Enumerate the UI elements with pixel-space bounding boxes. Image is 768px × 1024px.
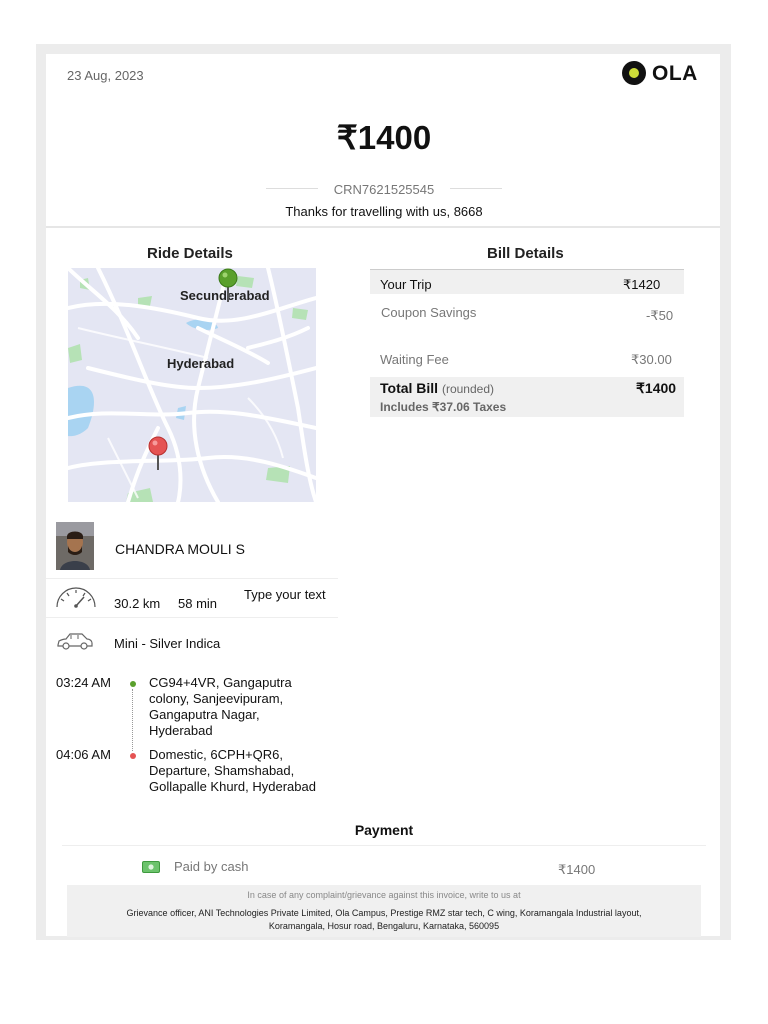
payment-method: Paid by cash bbox=[174, 859, 249, 874]
crn-number: CRN7621525545 bbox=[333, 182, 435, 197]
ola-logo bbox=[622, 60, 704, 90]
driver-name: CHANDRA MOULI S bbox=[115, 541, 245, 557]
map-label-hyderabad: Hyderabad bbox=[167, 356, 235, 371]
pickup-address: CG94+4VR, Gangaputra colony, Sanjeevipuram, Gangaputra Nagar, Hyderabad bbox=[149, 675, 292, 738]
cash-icon bbox=[142, 861, 160, 873]
trip-distance: 30.2 km bbox=[114, 596, 161, 611]
ride-details-title: Ride Details bbox=[147, 245, 233, 262]
taxes-note: Includes ₹37.06 Taxes bbox=[380, 400, 507, 414]
pickup-dot bbox=[130, 681, 136, 687]
payment-divider bbox=[62, 845, 706, 846]
payment-title: Payment bbox=[354, 822, 414, 838]
drop-address: Domestic, 6CPH+QR6, Departure, Shamshabad, Gollapalle Khurd, Hyderabad bbox=[149, 747, 316, 794]
total-amount: ₹1400 bbox=[336, 119, 432, 156]
route-map[interactable] bbox=[68, 268, 316, 502]
trip-duration: 58 min bbox=[178, 596, 218, 611]
waiting-fee-label: Waiting Fee bbox=[380, 352, 449, 367]
map-label-secunderabad: Secunderabad bbox=[180, 288, 270, 303]
coupon-value: -₹50 bbox=[646, 308, 674, 323]
car-icon bbox=[56, 631, 94, 651]
route-map-graphic bbox=[68, 268, 316, 502]
ola-logo-icon bbox=[622, 61, 646, 85]
coupon-label: Coupon Savings bbox=[381, 305, 477, 320]
bill-details-title: Bill Details bbox=[487, 245, 564, 262]
pickup-pin-icon bbox=[218, 268, 238, 302]
invoice-date: 23 Aug, 2023 bbox=[67, 68, 144, 83]
waiting-fee-value: ₹30.00 bbox=[631, 352, 672, 367]
drop-time: 04:06 AM bbox=[56, 747, 111, 762]
payment-amount: ₹1400 bbox=[558, 862, 596, 877]
route-connector bbox=[132, 689, 133, 751]
ola-logo-text: OLA bbox=[652, 62, 698, 85]
speedometer-icon bbox=[55, 585, 97, 609]
header-divider bbox=[46, 226, 720, 228]
ride-divider-1 bbox=[46, 578, 338, 579]
pickup-time: 03:24 AM bbox=[56, 675, 111, 690]
drop-pin-icon bbox=[148, 436, 168, 470]
grievance-intro: In case of any complaint/grievance against this invoice, write to us at bbox=[247, 890, 521, 900]
total-bill-label: Total Bill bbox=[380, 380, 439, 396]
grievance-address: Grievance officer, ANI Technologies Private Limited, Ola Campus, Prestige RMZ star tech, C wing, Koramangala Industrial layout, Koramangala, Hosur road, Bengaluru, Karnataka, 560095 bbox=[126, 908, 642, 931]
ride-divider-2 bbox=[46, 617, 338, 618]
bill-row-trip bbox=[370, 269, 684, 294]
your-trip-value: ₹1420 bbox=[623, 277, 661, 292]
your-trip-label: Your Trip bbox=[380, 277, 432, 292]
vehicle-type: Mini - Silver Indica bbox=[114, 636, 221, 651]
drop-dot bbox=[130, 753, 136, 759]
custom-note[interactable]: Type your text bbox=[244, 587, 326, 602]
driver-avatar bbox=[56, 522, 94, 570]
total-bill-suffix: (rounded) bbox=[441, 382, 494, 396]
total-bill-label-group bbox=[380, 380, 494, 396]
bill-row-total bbox=[370, 377, 684, 417]
thanks-message: Thanks for travelling with us, 8668 bbox=[285, 204, 483, 219]
crn-divider-right bbox=[450, 188, 502, 189]
total-bill-value: ₹1400 bbox=[636, 380, 677, 396]
